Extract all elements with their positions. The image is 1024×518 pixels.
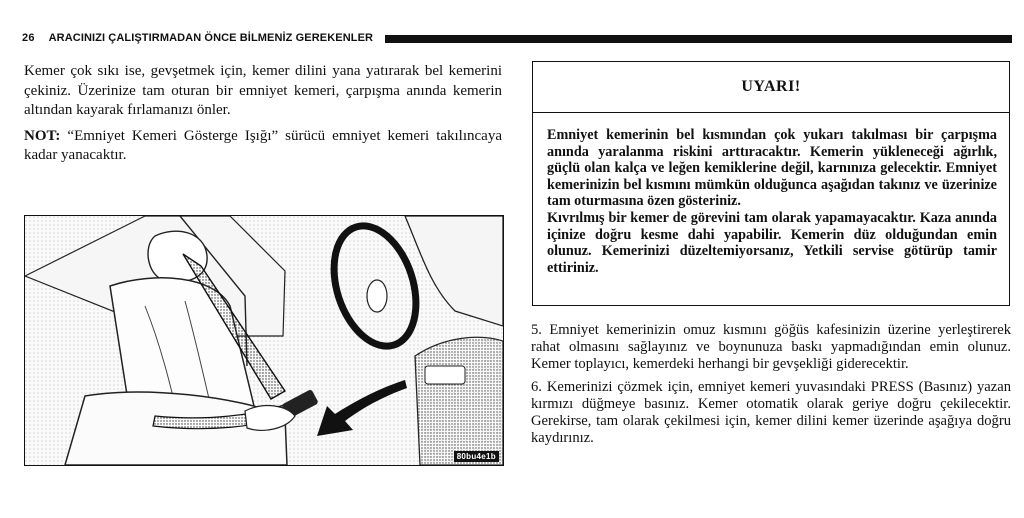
warning-title: UYARI! bbox=[533, 62, 1009, 113]
header-rule bbox=[385, 35, 1012, 43]
page-header bbox=[22, 30, 1012, 46]
left-column-text bbox=[24, 62, 502, 172]
note-label: NOT: bbox=[24, 127, 61, 144]
warning-paragraph-2: Kıvrılmış bir kemer de görevini tam olarak yapamayacaktır. Kaza anında içinize doğru kesme dahi yapabilir. Kemerin düz olduğundan emin olunuz. Kemerinizi düzeltemiyorsanız, Yetkili servise götürüp tamir ettiriniz. bbox=[547, 209, 997, 276]
section-title: ARACINIZI ÇALIŞTIRMADAN ÖNCE BİLMENİZ GEREKENLER bbox=[48, 32, 374, 44]
step-6: 6. Kemerinizi çözmek için, emniyet kemeri yuvasındaki PRESS (Basınız) yazan kırmızı düğmeye basınız. Kemer otomatik olarak geriye doğru çekilecektir. Gerekirse, tam olarak çekilmesi için, kemer dilini kemer üzerinde aşağıya doğru kaydırınız. bbox=[531, 378, 1011, 447]
car-interior-drawing bbox=[25, 216, 503, 465]
paragraph-tightening: Kemer çok sıkı ise, gevşetmek için, kemer dilini yana yatırarak bel kemerini çekiniz. Üzerinize tam oturan bir emniyet kemeri, çarpışma anında kemerin altından kayarak fırlamanızı önler. bbox=[24, 63, 502, 118]
warning-box bbox=[532, 61, 1010, 306]
warning-body bbox=[533, 113, 1009, 276]
right-column-text bbox=[531, 322, 1011, 452]
page-number: 26 bbox=[22, 32, 35, 44]
warning-paragraph-1: Emniyet kemerinin bel kısmından çok yukarı takılması bir çarpışma anında yaralanma riskini arttıracaktır. Kemerin yükleneceği ağırlık, güçlü olan kalça ve leğen kemiklerine değil, karnınıza gelecektir. Emniyet kemerinizin bel kısmını mümkün olduğunca aşağıdan takınız ve üzerinize tam oturmasına özen gösteriniz. bbox=[547, 127, 997, 210]
figure-code: 80bu4e1b bbox=[454, 451, 499, 462]
note-text: “Emniyet Kemeri Gösterge Işığı” sürücü emniyet kemeri takılıncaya kadar yanacaktır. bbox=[24, 127, 502, 163]
seatbelt-illustration bbox=[24, 215, 504, 466]
note-paragraph bbox=[24, 127, 502, 166]
step-5: 5. Emniyet kemerinizin omuz kısmını göğüs kafesinizin üzerine yerleştirerek rahat olmasını sağlayınız ve boynunuza baskı yapmadığından emin olunuz. Kemer toplayıcı, kemerdeki herhangi bir gevşekliği giderecektir. bbox=[531, 322, 1011, 373]
center-console bbox=[415, 337, 503, 465]
